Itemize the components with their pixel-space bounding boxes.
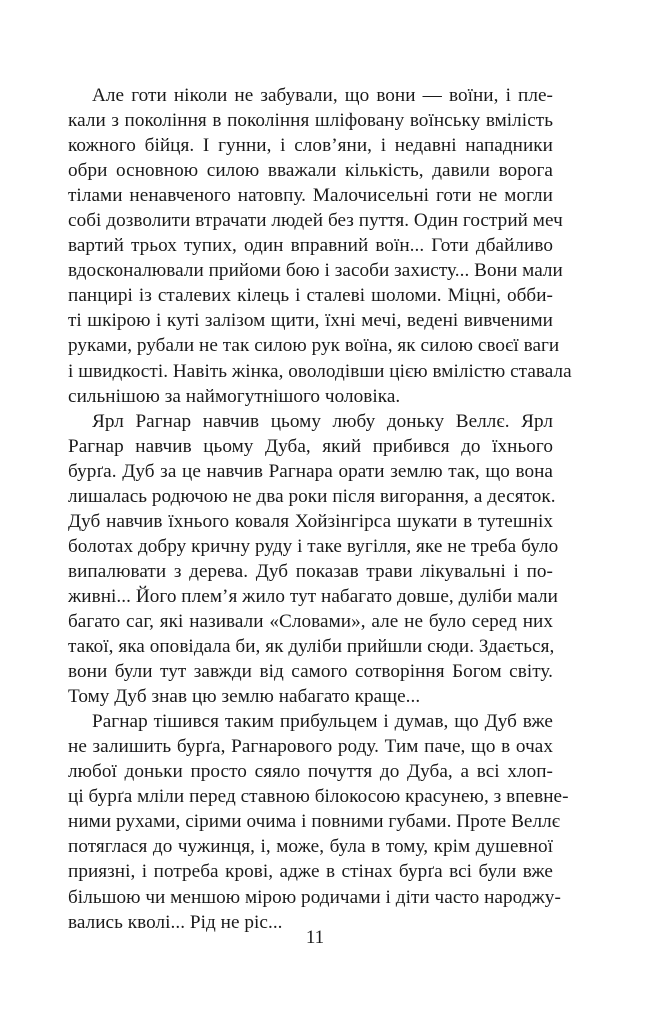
paragraph-2-line-4: лишалась родючою не два роки після вигорання, а десяток. <box>68 485 556 507</box>
paragraph-3-line-2: не залишить бурґа, Рагнарового роду. Тим паче, що в очах <box>68 736 553 758</box>
paragraph-2-line-3: бурґа. Дуб за це навчив Рагнара орати землю так, що вона <box>68 460 553 482</box>
paragraph-3-line-7: приязні, і потреба крові, адже в стінах бурґа всі були вже <box>68 861 553 883</box>
paragraph-3-line-1: Рагнар тішився таким прибульцем і думав, що Дуб вже <box>92 711 553 733</box>
paragraph-1-line-10: ті шкірою і куті залізом щити, їхні мечі, ведені вивченими <box>68 310 553 332</box>
paragraph-3-line-3: любої доньки просто сяяло почуття до Дуба, а всі хлоп- <box>68 761 553 783</box>
paragraph-2-line-9: багато саг, які називали «Словами», але не було серед них <box>68 610 553 632</box>
paragraph-1-line-4: обри основною силою вважали кількість, давили ворога <box>68 160 553 182</box>
paragraph-1-line-1: Але готи ніколи не забували, що вони — воїни, і пле- <box>92 85 553 106</box>
paragraph-1-line-5: тілами ненавченого натовпу. Малочисельні готи не могли <box>68 185 553 207</box>
body-text <box>68 83 572 935</box>
paragraph-2-line-1: Ярл Рагнар навчив цьому любу доньку Веллє. Ярл <box>92 410 553 432</box>
paragraph-2-line-6: болотах добру кричну руду і таке вугілля, яке не треба було <box>68 535 559 557</box>
paragraph-1-line-2: кали з покоління в покоління шліфовану воїнську вміліcть <box>68 110 553 132</box>
paragraph-1-line-6: собі дозволити втрачати людей без пуття. Один гострий меч <box>68 210 563 232</box>
paragraph-1-line-7: вартий трьох тупих, один вправний воїн... Готи дбайливо <box>68 235 553 257</box>
paragraph-3-line-4: ці бурґа мліли перед ставною білокосою красунею, з впевне- <box>68 786 569 808</box>
paragraph-3-line-6: потяглася до чужинця, і, може, була в тому, крім душевної <box>68 836 553 858</box>
paragraph-1-line-11: руками, рубали не так силою рук воїна, як силою своєї ваги <box>68 335 560 357</box>
paragraph-1-line-13: сильнішою за наймогутнішого чоловіка. <box>68 385 401 407</box>
paragraph-2-line-11: вони були тут завжди від самого сотворіння Богом світу. <box>68 661 553 683</box>
paragraph-3-line-8: більшою чи меншою мірою родичами і діти часто народжу- <box>68 886 561 908</box>
paragraph-3-line-5: ними рухами, сірими очима і повними губами. Проте Веллє <box>68 811 561 833</box>
paragraph-1-line-12: і швидкості. Навіть жінка, оволодівши цією вмілістю ставала <box>68 360 572 382</box>
paragraph-1-line-3: кожного бійця. І гунни, і слов’яни, і недавні нападники <box>68 135 553 157</box>
paragraph-2-line-2: Рагнар навчив цьому Дуба, який прибився до їхнього <box>68 435 553 457</box>
paragraph-1-line-8: вдосконалювали прийоми бою і засоби захисту... Вони мали <box>68 260 563 282</box>
paragraph-2-line-5: Дуб навчив їхнього коваля Хойзінгірса шукати в тутешніх <box>68 510 553 532</box>
paragraph-2-line-8: живні... Його плем’я жило тут набагато довше, дуліби мали <box>68 585 558 607</box>
page-number: 11 <box>305 927 325 948</box>
paragraph-2-line-10: такої, яка оповідала би, як дуліби прийшли сюди. Здається, <box>68 636 555 658</box>
paragraph-2-line-12: Тому Дуб знав цю землю набагато краще... <box>68 686 421 708</box>
paragraph-1-line-9: панцирі із сталевих кілець і сталеві шоломи. Міцні, обби- <box>68 285 553 307</box>
paragraph-2-line-7: випалювати з дерева. Дуб показав трави лікувальні і по- <box>68 560 553 582</box>
paragraph-3-line-9: вались кволі... Рід не ріс... <box>68 911 283 933</box>
